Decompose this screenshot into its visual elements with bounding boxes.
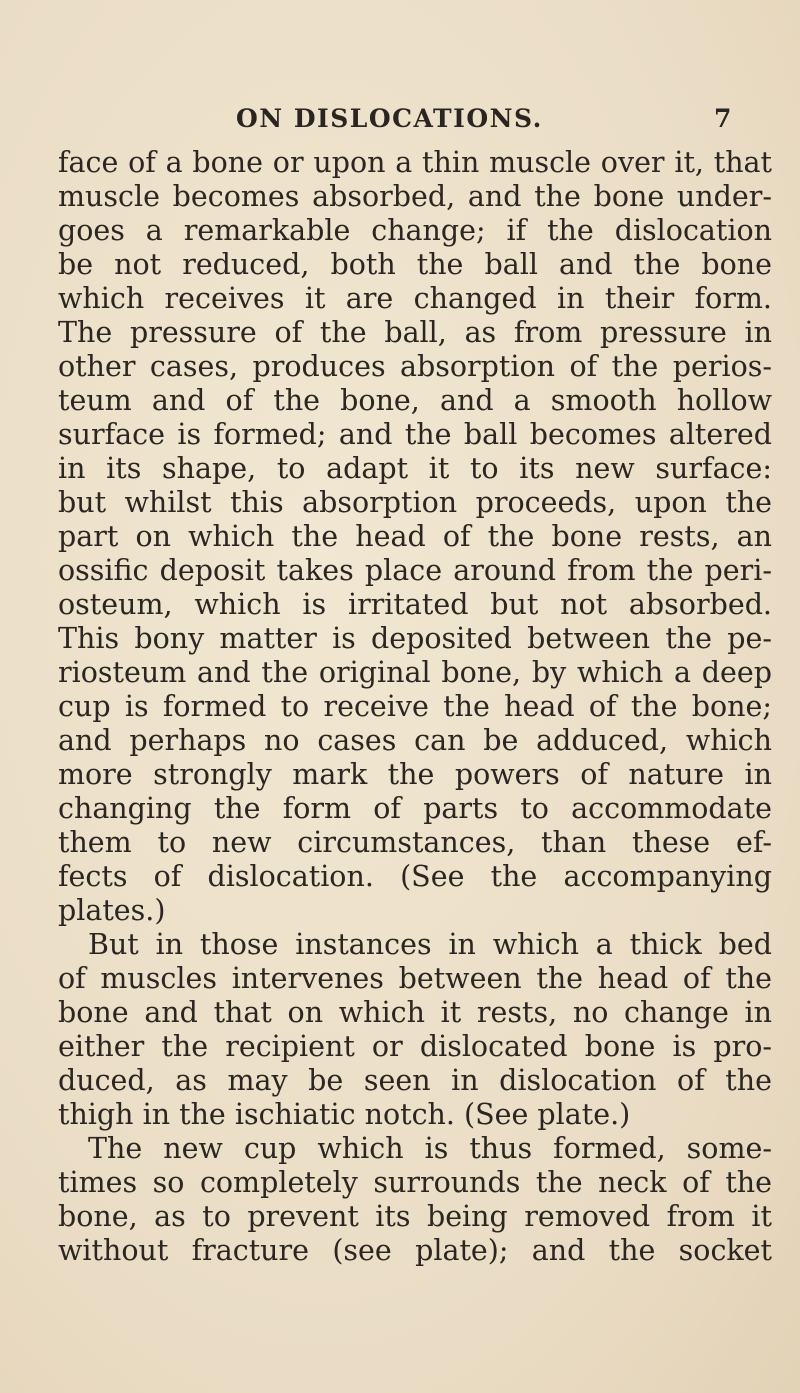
text-line: and perhaps no cases can be adduced, which (58, 724, 772, 757)
text-line: other cases, produces absorption of the perios- (58, 350, 772, 383)
text-line: ossific deposit takes place around from the peri- (58, 554, 772, 587)
text-line: bone and that on which it rests, no change in (58, 996, 772, 1029)
text-line: riosteum and the original bone, by which a deep (58, 656, 772, 689)
text-line: fects of dislocation. (See the accompanying (58, 860, 772, 893)
text-line: surface is formed; and the ball becomes altered (58, 418, 772, 451)
text-line: them to new circumstances, than these ef- (58, 826, 772, 859)
paragraph-first-line: But in those instances in which a thick bed (88, 928, 772, 961)
text-line: times so completely surrounds the neck of the (58, 1166, 772, 1199)
text-line: bone, as to prevent its being removed from it (58, 1200, 772, 1233)
text-line: The pressure of the ball, as from pressure in (58, 316, 772, 349)
running-head: ON DISLOCATIONS. (236, 104, 543, 133)
text-line: thigh in the ischiatic notch. (See plate.) (58, 1098, 631, 1131)
paragraph-first-line: The new cup which is thus formed, some- (88, 1132, 772, 1165)
text-line: cup is formed to receive the head of the bone; (58, 690, 772, 723)
text-line: teum and of the bone, and a smooth hollow (58, 384, 772, 417)
text-line: plates.) (58, 894, 166, 927)
text-line: goes a remarkable change; if the dislocation (58, 214, 772, 247)
text-line: changing the form of parts to accommodate (58, 792, 772, 825)
text-line: part on which the head of the bone rests, an (58, 520, 772, 553)
text-line: of muscles intervenes between the head of the (58, 962, 772, 995)
text-line: face of a bone or upon a thin muscle over it, that (58, 146, 772, 179)
text-line: but whilst this absorption proceeds, upon the (58, 486, 772, 519)
text-line: in its shape, to adapt it to its new surface: (58, 452, 772, 485)
text-line: which receives it are changed in their form. (58, 282, 772, 315)
text-line: without fracture (see plate); and the socket (58, 1234, 772, 1267)
text-line: osteum, which is irritated but not absorbed. (58, 588, 772, 621)
text-line: duced, as may be seen in dislocation of the (58, 1064, 772, 1097)
text-line: be not reduced, both the ball and the bone (58, 248, 772, 281)
text-line: muscle becomes absorbed, and the bone under- (58, 180, 772, 213)
page-header (0, 104, 800, 144)
text-line: more strongly mark the powers of nature in (58, 758, 772, 791)
text-line: This bony matter is deposited between the pe- (58, 622, 772, 655)
text-line: either the recipient or dislocated bone is pro- (58, 1030, 772, 1063)
page-number: 7 (714, 104, 732, 133)
